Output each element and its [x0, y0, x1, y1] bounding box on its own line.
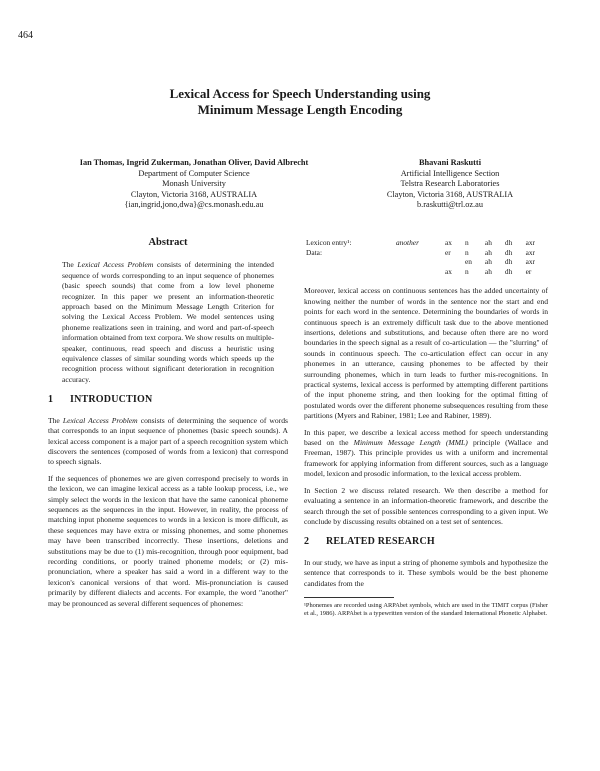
- lexicon-cell: dh: [504, 238, 513, 247]
- author-address: Clayton, Victoria 3168, AUSTRALIA: [386, 189, 514, 199]
- author-organization: Telstra Research Laboratories: [400, 179, 500, 189]
- lexicon-cell: ah: [484, 266, 492, 276]
- lexicon-cell: dh: [504, 257, 513, 267]
- lexicon-cell: n: [464, 247, 469, 257]
- abstract-heading: Abstract: [148, 237, 188, 248]
- lexicon-cell: ah: [484, 247, 492, 257]
- lexicon-cell: [443, 257, 463, 267]
- lexicon-row: [304, 257, 548, 267]
- author-address: Clayton, Victoria 3168, AUSTRALIA: [130, 189, 258, 199]
- right-paragraph-1: Moreover, lexical access on continuous sentences has the added uncertainty of knowing neither the number of words in the sentence nor the start and end points for each word in the sentence. Determining the boundaries of words in continuous speech is an extremely difficult task due to the above mentioned insertions, deletions and substitutions, and because often there are no word boundaries in the speech signal as a result of co-articulation — the "slurring" of sounds in continuous speech. The co-articulation effect can occur in any phonemes in an utterance, causing phonemes to be affected by their surrounding phonemes, which in turn leads to further mis-recognitions. In practical systems, lexical access is performed by attempting different partitions of the input phoneme string, and then looking for the optimal fitting of postulated words over the different phoneme subsequences resulting from these partitions (Myers and Rabiner, 1981; Lee and Rabiner, 1989).: [304, 286, 548, 421]
- intro-paragraph-2: If the sequences of phonemes we are given correspond precisely to words in the lexicon, we can imagine lexical access as a table lookup process, i.e., we simply select the words in the lexicon that have the same canonical phoneme sequences as the sequences in the input. However, in reality, the process of matching input phoneme sequences to words in a lexicon is more difficult, as these sequences may have extra or missing phonemes, and some phonemes may have been transcribed incorrectly. These insertions, deletions and substitutions may be due to (1) mis-recognition, through poor equipment, bad recording conditions, or poorly trained phoneme models; or (2) mis-pronunciation, where a speaker has said a word in a different way to the lexicon's canonical versions of that word. Mis-pronunciation is caused primarily by different dialects and accents. For example, the word "another" may be pronounced as several different sequences of phonemes:: [48, 473, 288, 608]
- author-department: Artificial Intelligence Section: [400, 168, 500, 178]
- lexicon-cell: axr: [525, 238, 535, 247]
- lexicon-cell: [394, 267, 443, 277]
- lexicon-cell: ah: [484, 257, 492, 267]
- lexicon-cell: dh: [504, 247, 513, 257]
- footnote: ¹Phonemes are recorded using ARPAbet symbols, which are used in the TIMIT corpus (Fisher et al., 1986). ARPAbet is a typewritten version of the standard International Phonetic Alphabet.: [304, 601, 548, 618]
- section-title: RELATED RESEARCH: [326, 536, 435, 548]
- section-1-heading: [48, 395, 288, 405]
- lexicon-row: [304, 248, 548, 258]
- lexicon-cell: Data:: [306, 247, 323, 257]
- lexicon-cell: axr: [525, 257, 535, 267]
- author-block-left: [58, 158, 330, 211]
- lexicon-cell: er: [525, 266, 532, 276]
- lexicon-cell: [304, 257, 394, 267]
- lexicon-row: [304, 238, 548, 248]
- intro-paragraph-1: The Lexical Access Problem consists of determining the sequence of words that corresponds to an input sequence of phonemes (basic speech sounds). A lexical access component is a major part of a speech recognition system which discovers the sentences (composed of words from a lexicon) that correspond to speech signals.: [48, 415, 288, 467]
- author-email: {ian,ingrid,jono,dwa}@cs.monash.edu.au: [124, 200, 264, 210]
- related-paragraph-1: In our study, we have as input a string of phoneme symbols and hypothesize the sentence that corresponds to it. These symbols would be the best phoneme candidates from the: [304, 557, 548, 588]
- right-paragraph-3: In Section 2 we discuss related research. We then describe a method for evaluating a sentence in an information-theoretic framework, and describe the search through the set of possible sentences corresponding to a given input. We conclude by discussing results obtained on a test set of sentences.: [304, 485, 548, 526]
- section-title: INTRODUCTION: [70, 394, 153, 406]
- author-names: Ian Thomas, Ingrid Zukerman, Jonathan Oliver, David Albrecht: [79, 158, 309, 167]
- title-line-1: Lexical Access for Speech Understanding using: [169, 86, 431, 101]
- lexicon-row: [304, 267, 548, 277]
- footnote-rule: [304, 597, 394, 598]
- lexicon-cell: ah: [484, 238, 492, 247]
- paper-title: [0, 86, 600, 118]
- author-names: Bhavani Raskutti: [418, 158, 482, 167]
- lexicon-table: [304, 238, 548, 276]
- lexicon-cell: ax: [445, 238, 452, 247]
- lexicon-cell: [394, 257, 443, 267]
- section-2-heading: [304, 537, 548, 547]
- lexicon-cell: n: [464, 266, 469, 276]
- lexicon-cell: Lexicon entry¹:: [306, 238, 352, 247]
- section-number: 1: [48, 394, 54, 406]
- lexicon-cell: en: [464, 257, 472, 267]
- abstract-text: The Lexical Access Problem consists of determining the intended sequence of words corresponding to an input sequence of phonemes (basic speech sounds) that come from a low level phoneme recognizer. In this paper we present an information-theoretic approach based on the Minimum Message Length Criterion for solving the Lexical Access Problem. We model sentences using phoneme realizations seen in training, and word and part-of-speech information obtained from text corpora. We show results on multiple-speaker, continuous, read speech and discuss a heuristic using equivalence classes of similar sounding words which speeds up the recognition process without significant deterioration in recognition accuracy.: [62, 260, 274, 384]
- lexicon-cell: [394, 248, 443, 258]
- author-block-right: [350, 158, 550, 211]
- lexicon-cell: [304, 267, 394, 277]
- lexicon-cell: ax: [445, 266, 452, 276]
- lexicon-cell: er: [445, 247, 451, 257]
- author-department: Department of Computer Science: [138, 168, 250, 178]
- lexicon-cell: n: [464, 238, 469, 247]
- lexicon-cell: another: [395, 238, 419, 247]
- lexicon-cell: axr: [525, 247, 535, 257]
- section-number: 2: [304, 536, 310, 548]
- author-organization: Monash University: [162, 179, 226, 189]
- author-email: b.raskutti@trl.oz.au: [417, 200, 483, 210]
- title-line-2: Minimum Message Length Encoding: [197, 102, 403, 117]
- right-paragraph-2: In this paper, we describe a lexical access method for speech understanding based on the Minimum Message Length (MML) principle (Wallace and Freeman, 1987). This principle provides us with a uniform and incremental framework for applying information from different sources, such as a language model, lexicon and prosodic information, to the lexical access problem.: [304, 427, 548, 479]
- page-number: 464: [18, 30, 33, 41]
- right-column: [304, 238, 548, 619]
- lexicon-cell: dh: [504, 266, 513, 276]
- left-column: [48, 238, 288, 615]
